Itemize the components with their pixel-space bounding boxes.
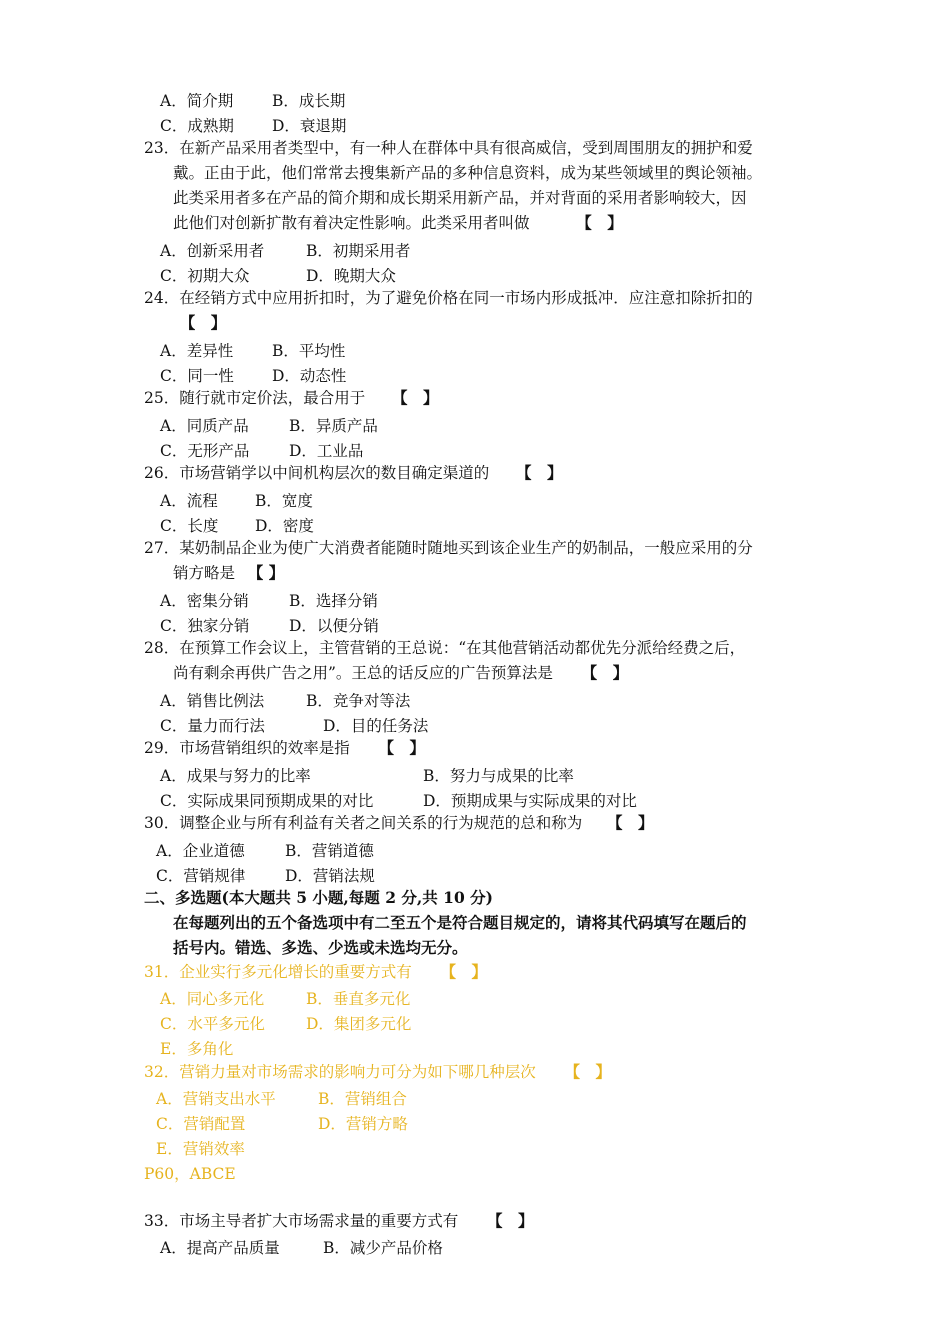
question-23-line4 — [173, 212, 630, 234]
option-a: A．差异性 — [160, 342, 234, 360]
option-b: B．营销组合 — [318, 1090, 407, 1108]
option-a: A．流程 — [160, 492, 218, 510]
option-e: E．多角化 — [160, 1040, 234, 1058]
option-b: B．平均性 — [272, 342, 346, 360]
question-29 — [144, 737, 432, 759]
answer-bracket: 【 】 — [378, 738, 425, 757]
question-25 — [144, 387, 445, 409]
answer-note: P60，ABCE — [144, 1165, 236, 1183]
question-text: 33．市场主导者扩大市场需求量的重要方式有 — [144, 1212, 459, 1230]
question-text: 30．调整企业与所有利益有关者之间关系的行为规范的总和称为 — [144, 814, 583, 832]
option-a: A．密集分销 — [160, 592, 249, 610]
option-c: C．水平多元化 — [160, 1015, 265, 1033]
option-b: B．异质产品 — [289, 417, 378, 435]
answer-bracket: 【 】 — [515, 463, 563, 482]
option-b: B．初期采用者 — [306, 242, 411, 260]
option-d: D．以便分销 — [289, 617, 379, 635]
section-instructions-line1: 在每题列出的五个备选项中有二至五个是符合题目规定的，请将其代码填写在题后的 — [173, 913, 747, 932]
section-title: 二、多选题(本大题共 5 小题,每题 2 分,共 10 分) — [144, 888, 493, 907]
option-d: D．预期成果与实际成果的对比 — [423, 792, 637, 810]
option-b: B．减少产品价格 — [323, 1239, 443, 1257]
option-b: B．竞争对等法 — [306, 692, 411, 710]
answer-bracket: 【 】 — [576, 213, 623, 232]
option-a: A．提高产品质量 — [160, 1239, 280, 1257]
answer-bracket: 【 】 — [486, 1211, 534, 1230]
option-d: D．营销法规 — [285, 867, 375, 885]
question-27-line1: 27．某奶制品企业为使广大消费者能随时随地买到该企业生产的奶制品，一般应采用的分 — [144, 539, 753, 557]
question-31 — [144, 961, 494, 983]
option-c: C．初期大众 — [160, 267, 250, 285]
option-c: C．同一性 — [160, 367, 234, 385]
option-c: C．长度 — [160, 517, 219, 535]
option-d: D．晚期大众 — [306, 267, 396, 285]
question-27-line2 — [173, 562, 289, 584]
question-28-line2 — [173, 662, 635, 684]
question-33 — [144, 1210, 540, 1232]
option-c: C．无形产品 — [160, 442, 250, 460]
question-text: 32．营销力量对市场需求的影响力可分为如下哪几种层次 — [144, 1063, 536, 1081]
option-b: B．垂直多元化 — [306, 990, 411, 1008]
option-d: D．动态性 — [272, 367, 347, 385]
option-a: A．创新采用者 — [160, 242, 265, 260]
question-32 — [144, 1061, 618, 1083]
question-text: 销方略是 — [173, 564, 236, 582]
question-24-line1: 24．在经销方式中应用折扣时，为了避免价格在同一市场内形成抵冲．应注意扣除折扣的 — [144, 289, 753, 307]
question-30 — [144, 812, 660, 834]
question-text: 尚有剩余再供广告之用”。王总的话反应的广告预算法是 — [173, 664, 553, 682]
option-d: D．集团多元化 — [306, 1015, 412, 1033]
option-c: C．营销配置 — [156, 1115, 246, 1133]
question-text: 此他们对创新扩散有着决定性影响。此类采用者叫做 — [173, 214, 530, 232]
option-a: A．企业道德 — [156, 842, 245, 860]
question-text: 31．企业实行多元化增长的重要方式有 — [144, 963, 412, 981]
option-c: C．成熟期 — [160, 117, 234, 135]
option-a: A．营销支出水平 — [156, 1090, 276, 1108]
question-26 — [144, 462, 569, 484]
option-c: C．独家分销 — [160, 617, 250, 635]
question-text: 25．随行就市定价法，最合用于 — [144, 389, 366, 407]
option-d: D．目的任务法 — [323, 717, 429, 735]
answer-bracket: 【 】 — [247, 563, 285, 582]
option-c: C．营销规律 — [156, 867, 246, 885]
option-a: A．同心多元化 — [160, 990, 265, 1008]
option-d: D．营销方略 — [318, 1115, 408, 1133]
option-d: D．工业品 — [289, 442, 364, 460]
question-text: 26．市场营销学以中间机构层次的数目确定渠道的 — [144, 464, 490, 482]
section-instructions-line2: 括号内。错选、多选、少选或未选均无分。 — [173, 938, 468, 957]
answer-bracket: 【 】 — [440, 962, 487, 981]
question-23-line2: 戴。正由于此，他们常常去搜集新产品的多种信息资料，成为某些领域里的舆论领袖。 — [173, 164, 763, 182]
option-b: B．宽度 — [255, 492, 313, 510]
option-d: D．密度 — [255, 517, 314, 535]
option-a: A．成果与努力的比率 — [160, 767, 311, 785]
answer-bracket: 【 】 — [606, 813, 654, 832]
option-c: C．量力而行法 — [160, 717, 265, 735]
answer-bracket: 【 】 — [179, 313, 227, 332]
option-b: B．选择分销 — [289, 592, 378, 610]
question-28-line1: 28．在预算工作会议上，主管营销的王总说：“在其他营销活动都优先分派给经费之后， — [144, 639, 746, 657]
question-23-line1: 23．在新产品采用者类型中，有一种人在群体中具有很高威信，受到周围朋友的拥护和爱 — [144, 139, 753, 157]
option-b: B．营销道德 — [285, 842, 374, 860]
option-b: B．努力与成果的比率 — [423, 767, 574, 785]
question-23-line3: 此类采用者多在产品的简介期和成长期采用新产品，并对背面的采用者影响较大，因 — [173, 189, 747, 207]
answer-bracket: 【 】 — [581, 663, 629, 682]
question-text: 29．市场营销组织的效率是指 — [144, 739, 350, 757]
answer-bracket: 【 】 — [391, 388, 439, 407]
option-a: A．简介期 — [160, 92, 234, 110]
answer-bracket: 【 】 — [564, 1062, 611, 1081]
option-d: D．衰退期 — [272, 117, 347, 135]
option-b: B．成长期 — [272, 92, 346, 110]
option-c: C．实际成果同预期成果的对比 — [160, 792, 374, 810]
option-a: A．销售比例法 — [160, 692, 265, 710]
option-a: A．同质产品 — [160, 417, 249, 435]
option-e: E．营销效率 — [156, 1140, 245, 1158]
